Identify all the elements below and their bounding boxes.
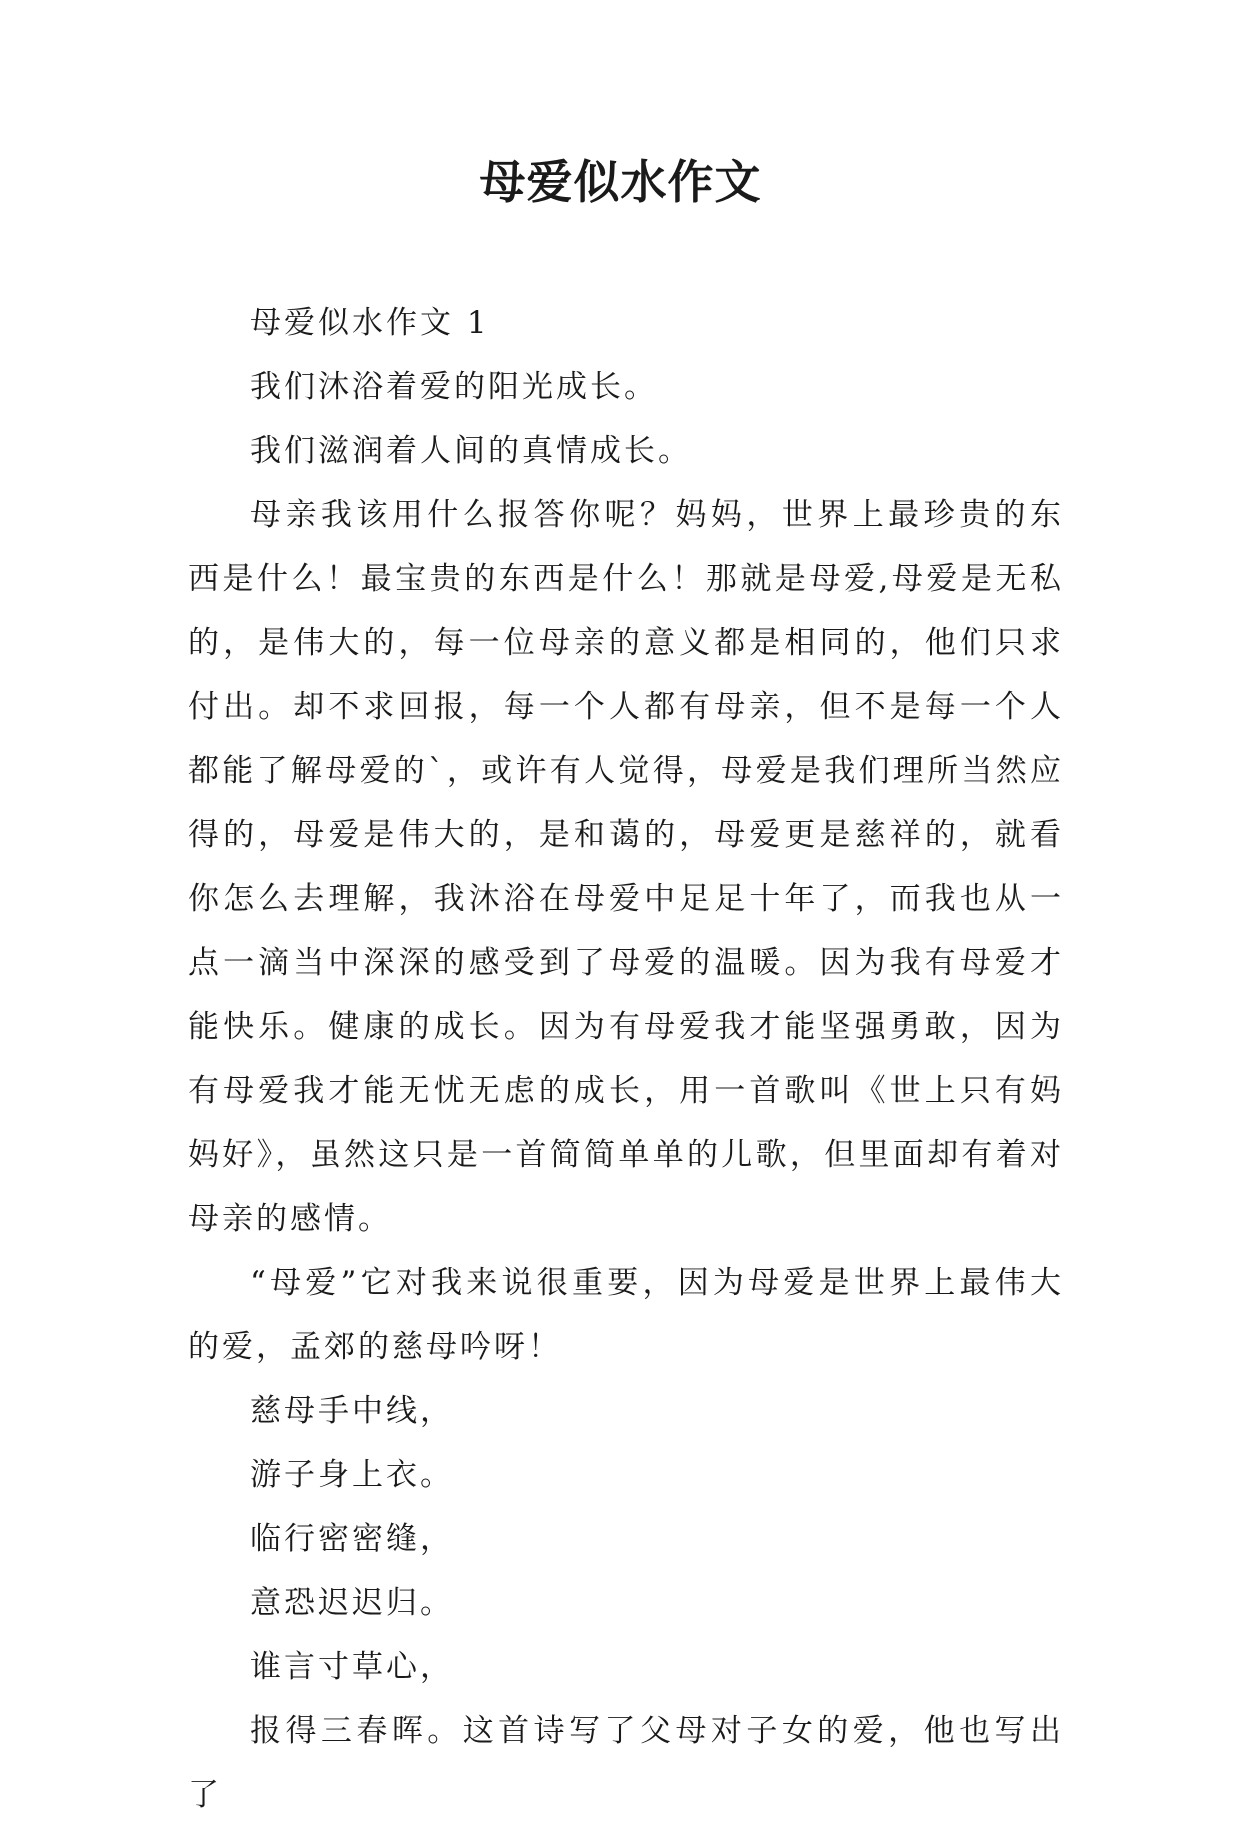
poem-line: 谁言寸草心， <box>250 1649 454 1685</box>
document-body <box>188 291 1064 1827</box>
paragraph-heading: 母爱似水作文 1 <box>250 305 490 341</box>
poem-line: 意恐迟迟归。 <box>250 1585 454 1621</box>
paragraph: “母爱”它对我来说很重要，因为母爱是世界上最伟大的爱，孟郊的慈母吟呀！ <box>188 1265 1064 1365</box>
paragraph: 我们滋润着人间的真情成长。 <box>250 433 692 469</box>
document-title: 母爱似水作文 <box>479 155 762 209</box>
poem-line: 游子身上衣。 <box>250 1457 454 1493</box>
paragraph: 报得三春晖。这首诗写了父母对子女的爱，他也写出了 <box>188 1713 1064 1813</box>
paragraph: 母亲我该用什么报答你呢？妈妈，世界上最珍贵的东西是什么！最宝贵的东西是什么！那就是母爱,母爱是无私的，是伟大的，每一位母亲的意义都是相同的，他们只求付出。却不求回报，每一个人都有母亲，但不是每一个人都能了解母爱的`，或许有人觉得，母爱是我们理所当然应得的，母爱是伟大的，是和蔼的，母爱更是慈祥的，就看你怎么去理解，我沐浴在母爱中足足十年了，而我也从一点一滴当中深深的感受到了母爱的温暖。因为我有母爱才能快乐。健康的成长。因为有母爱我才能坚强勇敢，因为有母爱我才能无忧无虑的成长，用一首歌叫《世上只有妈妈好》，虽然这只是一首简简单单的儿歌，但里面却有着对母亲的感情。 <box>188 497 1064 1237</box>
paragraph: 我们沐浴着爱的阳光成长。 <box>250 369 658 405</box>
poem-line: 慈母手中线， <box>250 1393 454 1429</box>
poem-line: 临行密密缝， <box>250 1521 454 1557</box>
